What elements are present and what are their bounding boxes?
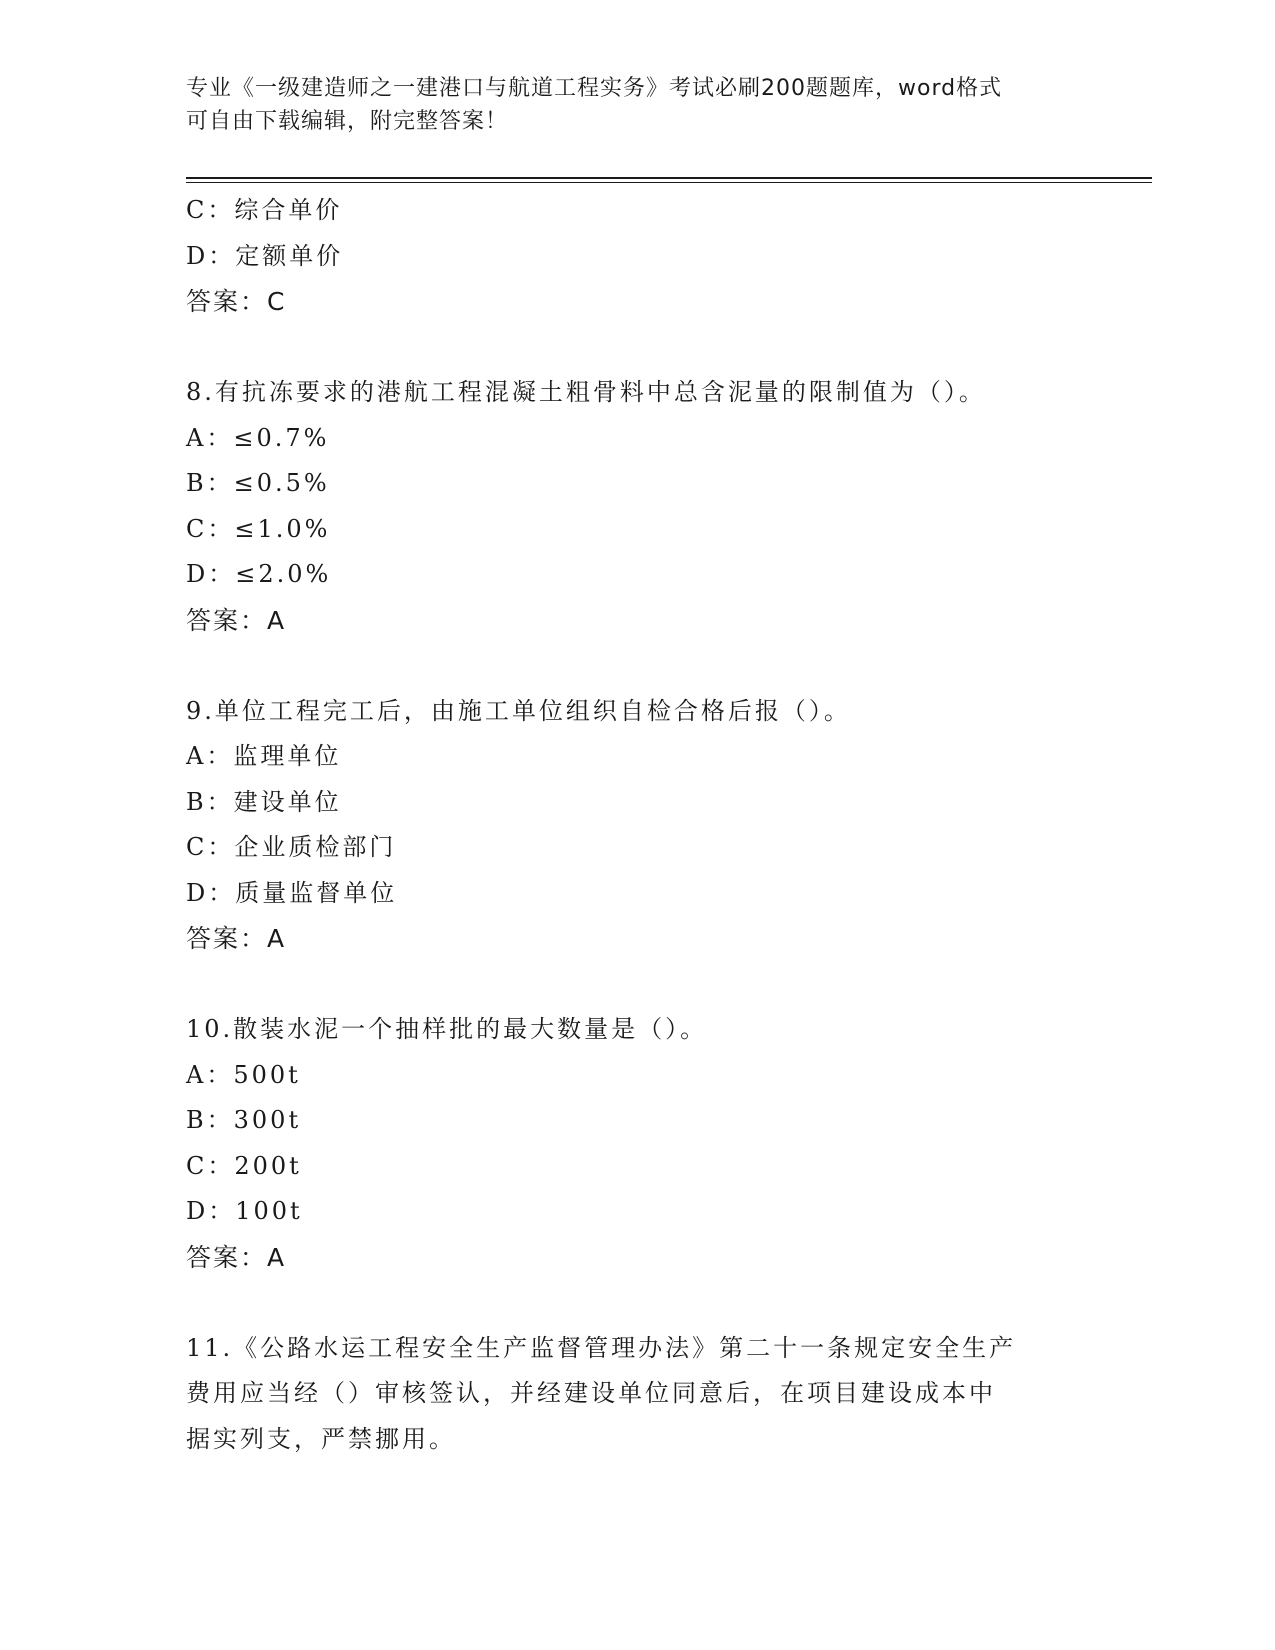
option-c: C：综合单价: [186, 196, 343, 224]
question-11: [186, 1326, 1086, 1463]
option-d: D：质量监督单位: [186, 878, 398, 907]
option-d: D：100t: [186, 1197, 303, 1225]
header-line-1: 专业《一级建造师之一建港口与航道工程实务》考试必刷200题题库，word格式: [186, 76, 1003, 101]
option-b: B：建设单位: [186, 787, 342, 816]
question-10: [186, 1007, 1086, 1280]
page-header: [186, 72, 1066, 138]
option-b: B：300t: [186, 1106, 302, 1134]
option-c: C：200t: [186, 1151, 302, 1180]
option-a: A：≤0.7%: [186, 423, 330, 452]
question-list: [186, 188, 1086, 1462]
option-c: C：企业质检部门: [186, 833, 397, 861]
question-text: 10.散装水泥一个抽样批的最大数量是（）。: [186, 1015, 708, 1043]
question-8: [186, 370, 1086, 643]
question-text-line-2: 费用应当经（）审核签认，并经建设单位同意后，在项目建设成本中: [186, 1379, 996, 1407]
question-text-line-3: 据实列支，严禁挪用。: [186, 1424, 456, 1453]
question-text: 8.有抗冻要求的港航工程混凝土粗骨料中总含泥量的限制值为（）。: [186, 378, 986, 406]
question-7: [186, 188, 1086, 325]
header-divider-thick: [186, 177, 1152, 179]
question-9: [186, 689, 1086, 962]
option-c: C：≤1.0%: [186, 514, 331, 543]
option-a: A：500t: [186, 1060, 301, 1089]
question-text: 9.单位工程完工后，由施工单位组织自检合格后报（）。: [186, 696, 851, 725]
header-divider-thin: [186, 182, 1152, 183]
option-a: A：监理单位: [186, 742, 342, 770]
answer: 答案：A: [186, 1242, 287, 1272]
answer: 答案：A: [186, 924, 287, 953]
option-d: D：定额单价: [186, 241, 344, 270]
answer: 答案：C: [186, 287, 287, 316]
question-text-line-1: 11.《公路水运工程安全生产监督管理办法》第二十一条规定安全生产: [186, 1333, 1017, 1362]
option-b: B：≤0.5%: [186, 469, 330, 497]
option-d: D：≤2.0%: [186, 560, 332, 588]
answer: 答案：A: [186, 605, 287, 635]
header-line-2: 可自由下载编辑，附完整答案！: [186, 109, 509, 134]
